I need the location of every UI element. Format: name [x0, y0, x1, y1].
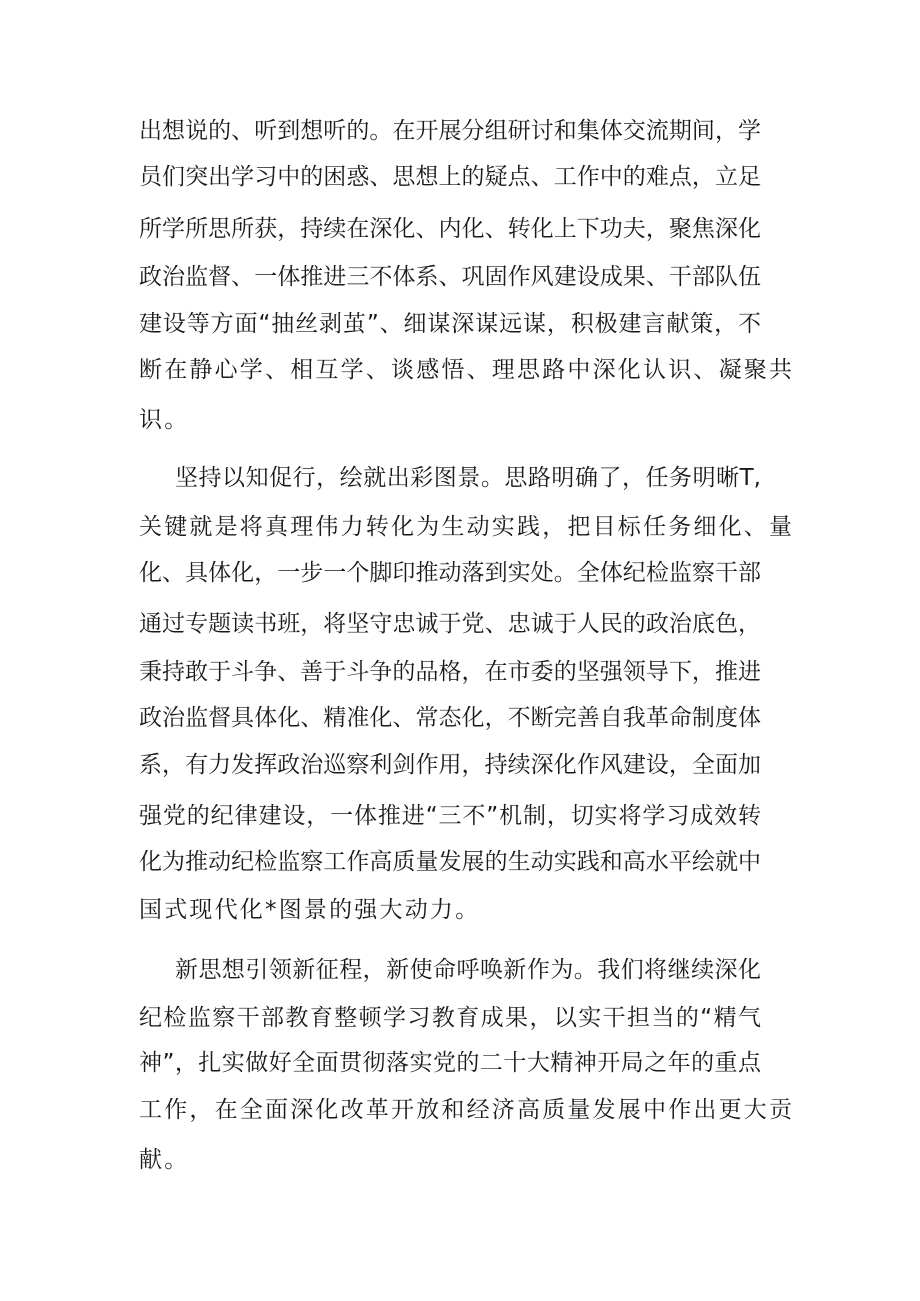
paragraph-line: 国式现代化*图景的强大动力。	[139, 897, 481, 923]
paragraph-line: 秉持敢于斗争、善于斗争的品格，在市委的坚强领导下，推进	[139, 659, 761, 685]
paragraph-line: 新思想引领新征程，新使命呼唤新作为。我们将继续深化	[175, 957, 761, 983]
paragraph-line: 政治监督具体化、精准化、常态化，不断完善自我革命制度体	[139, 705, 761, 731]
paragraph-line: 识。	[139, 407, 190, 433]
paragraph-line: 所学所思所获，持续在深化、内化、转化上下功夫，聚焦深化	[139, 216, 761, 242]
paragraph-line: 化、具体化，一步一个脚印推动落到实处。全体纪检监察干部	[139, 560, 761, 586]
paragraph-line: 出想说的、听到想听的。在开展分组研讨和集体交流期间，学	[139, 118, 761, 144]
paragraph-line: 化为推动纪检监察工作高质量发展的生动实践和高水平绘就中	[139, 849, 761, 875]
paragraph-line: 员们突出学习中的困惑、思想上的疑点、工作中的难点，立足	[139, 164, 761, 190]
paragraph-line: 强党的纪律建设，一体推进“三不”机制，切实将学习成效转	[139, 803, 761, 829]
paragraph-line: 纪检监察干部教育整顿学习教育成果，以实干担当的“精气	[139, 1005, 761, 1031]
paragraph-line: 工作，在全面深化改革开放和经济高质量发展中作出更大贡	[139, 1097, 795, 1123]
paragraph-line: 献。	[139, 1147, 190, 1173]
paragraph-line: 坚持以知促行，绘就出彩图景。思路明确了，任务明晰T,	[175, 465, 761, 491]
paragraph-line: 系，有力发挥政治巡察利剑作用，持续深化作风建设，全面加	[139, 752, 761, 778]
paragraph-line: 建设等方面“抽丝剥茧”、细谋深谋远谋，积极建言献策，不	[139, 311, 761, 337]
paragraph-line: 关键就是将真理伟力转化为生动实践，把目标任务细化、量	[139, 514, 795, 540]
paragraph-line: 神”，扎实做好全面贯彻落实党的二十大精神开局之年的重点	[139, 1050, 761, 1076]
paragraph-line: 政治监督、一体推进三不体系、巩固作风建设成果、干部队伍	[139, 264, 761, 290]
paragraph-line: 断在静心学、相互学、谈感悟、理思路中深化认识、凝聚共	[139, 357, 795, 383]
paragraph-line: 通过专题读书班，将坚守忠诚于党、忠诚于人民的政治底色，	[139, 611, 761, 637]
